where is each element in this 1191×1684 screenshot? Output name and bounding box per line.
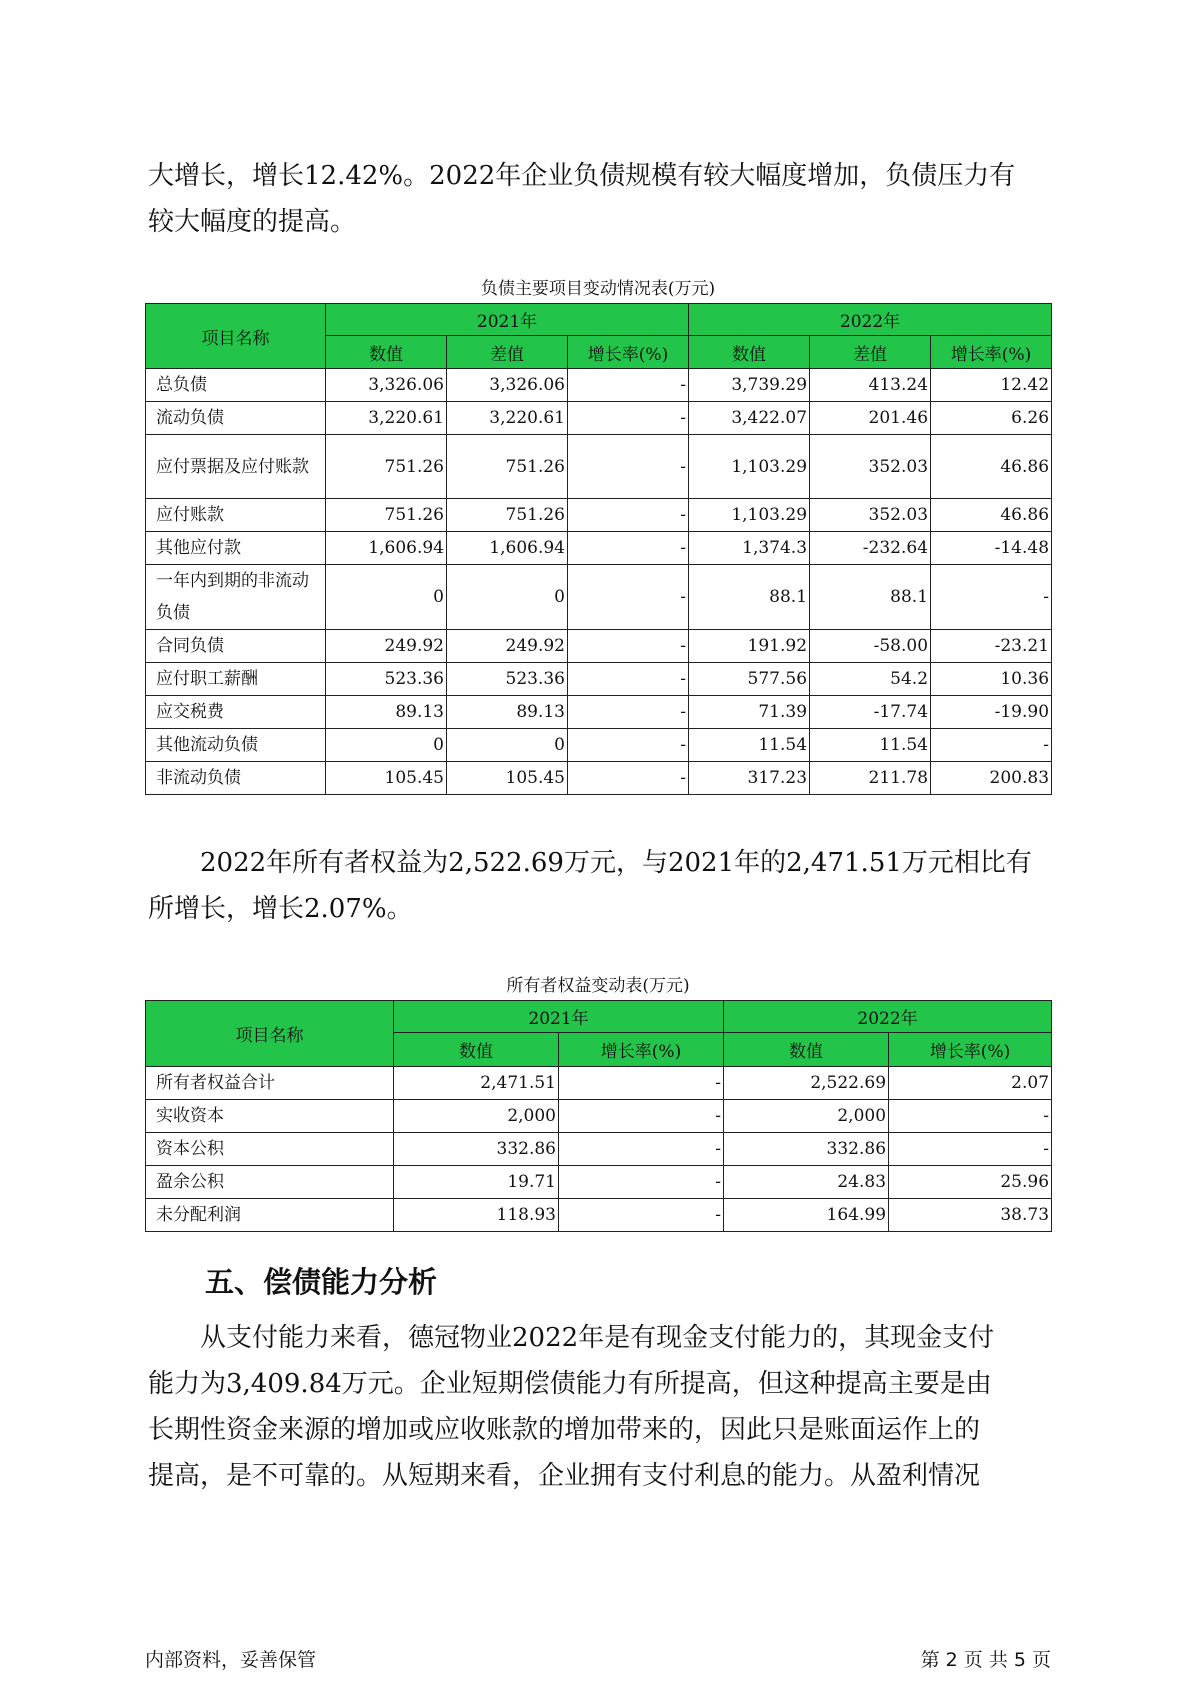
- equity-row: [146, 1166, 1052, 1199]
- liability-cell: 751.26: [447, 435, 568, 499]
- liability-row-name: 其他流动负债: [146, 729, 326, 762]
- liability-cell: -17.74: [810, 696, 931, 729]
- equity-table-body: [146, 1067, 1052, 1232]
- liability-cell: 54.2: [810, 663, 931, 696]
- liability-cell: 46.86: [931, 435, 1052, 499]
- equity-cell: 332.86: [724, 1133, 889, 1166]
- intro-paragraph: [148, 153, 1048, 245]
- liability-cell: 12.42: [931, 369, 1052, 402]
- section-heading: 五、偿债能力分析: [205, 1265, 438, 1299]
- liability-row-name: 一年内到期的非流动负债: [146, 565, 326, 630]
- liability-cell: 249.92: [447, 630, 568, 663]
- equity-name-header: 项目名称: [146, 1001, 394, 1067]
- liability-cell: 352.03: [810, 499, 931, 532]
- equity-2022-growth-header: 增长率(%): [889, 1033, 1052, 1067]
- liability-cell: -: [931, 565, 1052, 630]
- equity-row: [146, 1100, 1052, 1133]
- equity-year-2021-header: 2021年: [394, 1001, 724, 1033]
- liability-cell: -: [568, 499, 689, 532]
- liability-row-name: 应交税费: [146, 696, 326, 729]
- liability-2021-diff-header: 差值: [447, 336, 568, 369]
- liability-cell: 523.36: [447, 663, 568, 696]
- equity-cell: 2,000: [394, 1100, 559, 1133]
- analysis-line-1: 从支付能力来看，德冠物业2022年是有现金支付能力的，其现金支付: [200, 1323, 995, 1353]
- liability-row: [146, 663, 1052, 696]
- analysis-line-4: 提高，是不可靠的。从短期来看，企业拥有支付利息的能力。从盈利情况: [148, 1461, 981, 1491]
- footer-note: 内部资料，妥善保管: [145, 1649, 317, 1671]
- liability-cell: -: [931, 729, 1052, 762]
- liability-2021-value-header: 数值: [326, 336, 447, 369]
- equity-cell: -: [559, 1199, 724, 1232]
- liability-cell: -58.00: [810, 630, 931, 663]
- liability-2022-growth-header: 增长率(%): [931, 336, 1052, 369]
- liability-cell: 3,326.06: [447, 369, 568, 402]
- liability-row: [146, 630, 1052, 663]
- liability-row: [146, 696, 1052, 729]
- equity-2021-growth-header: 增长率(%): [559, 1033, 724, 1067]
- liability-cell: 3,326.06: [326, 369, 447, 402]
- equity-row-name: 资本公积: [146, 1133, 394, 1166]
- liability-cell: -19.90: [931, 696, 1052, 729]
- equity-table: [145, 1000, 1052, 1232]
- liability-row: [146, 402, 1052, 435]
- liability-cell: -23.21: [931, 630, 1052, 663]
- liability-cell: 201.46: [810, 402, 931, 435]
- liability-row: [146, 499, 1052, 532]
- liability-cell: 211.78: [810, 762, 931, 795]
- liability-cell: -: [568, 565, 689, 630]
- equity-cell: 2,522.69: [724, 1067, 889, 1100]
- liability-2022-diff-header: 差值: [810, 336, 931, 369]
- liability-cell: 751.26: [326, 435, 447, 499]
- liability-cell: -: [568, 369, 689, 402]
- liability-cell: 577.56: [689, 663, 810, 696]
- liability-row: [146, 729, 1052, 762]
- equity-2021-value-header: 数值: [394, 1033, 559, 1067]
- equity-cell: 25.96: [889, 1166, 1052, 1199]
- equity-cell: 164.99: [724, 1199, 889, 1232]
- equity-cell: 24.83: [724, 1166, 889, 1199]
- equity-cell: -: [889, 1133, 1052, 1166]
- liability-cell: 6.26: [931, 402, 1052, 435]
- equity-row-name: 盈余公积: [146, 1166, 394, 1199]
- liability-cell: -: [568, 402, 689, 435]
- liability-cell: -: [568, 435, 689, 499]
- liability-row-name: 其他应付款: [146, 532, 326, 565]
- equity-line-1: 2022年所有者权益为2,522.69万元，与2021年的2,471.51万元相比有: [200, 848, 1032, 878]
- liability-cell: 1,103.29: [689, 499, 810, 532]
- liability-cell: 249.92: [326, 630, 447, 663]
- liability-cell: 1,606.94: [326, 532, 447, 565]
- liability-cell: -: [568, 630, 689, 663]
- liability-cell: 3,220.61: [447, 402, 568, 435]
- equity-year-2022-header: 2022年: [724, 1001, 1052, 1033]
- liability-cell: 0: [326, 565, 447, 630]
- liability-table-body: [146, 369, 1052, 795]
- liability-cell: 88.1: [810, 565, 931, 630]
- liability-cell: 751.26: [326, 499, 447, 532]
- liability-row-name: 非流动负债: [146, 762, 326, 795]
- equity-cell: 2.07: [889, 1067, 1052, 1100]
- liability-cell: 1,103.29: [689, 435, 810, 499]
- liability-cell: -: [568, 762, 689, 795]
- liability-cell: 11.54: [689, 729, 810, 762]
- liability-cell: 1,374.3: [689, 532, 810, 565]
- liability-cell: -14.48: [931, 532, 1052, 565]
- liability-cell: 3,739.29: [689, 369, 810, 402]
- liability-row-name: 应付票据及应付账款: [146, 435, 326, 499]
- equity-paragraph: [148, 840, 1048, 932]
- liability-row: [146, 565, 1052, 630]
- liability-row: [146, 369, 1052, 402]
- liability-row-name: 总负债: [146, 369, 326, 402]
- equity-row-name: 实收资本: [146, 1100, 394, 1133]
- liability-row: [146, 532, 1052, 565]
- liability-cell: 352.03: [810, 435, 931, 499]
- liability-row: [146, 762, 1052, 795]
- equity-cell: 38.73: [889, 1199, 1052, 1232]
- liability-cell: 89.13: [447, 696, 568, 729]
- equity-cell: 2,000: [724, 1100, 889, 1133]
- liability-2021-growth-header: 增长率(%): [568, 336, 689, 369]
- intro-line-1: 大增长，增长12.42%。2022年企业负债规模有较大幅度增加，负债压力有: [148, 161, 1016, 191]
- equity-cell: 2,471.51: [394, 1067, 559, 1100]
- page-number: 第 2 页 共 5 页: [920, 1649, 1051, 1671]
- liability-cell: -: [568, 696, 689, 729]
- equity-cell: -: [889, 1100, 1052, 1133]
- analysis-paragraph: [148, 1315, 1048, 1499]
- liability-cell: 3,220.61: [326, 402, 447, 435]
- liability-cell: 3,422.07: [689, 402, 810, 435]
- liability-row-name: 合同负债: [146, 630, 326, 663]
- liability-row: [146, 435, 1052, 499]
- analysis-line-3: 长期性资金来源的增加或应收账款的增加带来的，因此只是账面运作上的: [148, 1415, 981, 1445]
- liability-cell: 523.36: [326, 663, 447, 696]
- equity-cell: 118.93: [394, 1199, 559, 1232]
- equity-row: [146, 1067, 1052, 1100]
- liability-cell: 105.45: [447, 762, 568, 795]
- liability-cell: 751.26: [447, 499, 568, 532]
- liability-cell: 0: [447, 565, 568, 630]
- liability-cell: -: [568, 663, 689, 696]
- liability-cell: 413.24: [810, 369, 931, 402]
- equity-2022-value-header: 数值: [724, 1033, 889, 1067]
- liability-cell: 0: [447, 729, 568, 762]
- equity-row-name: 未分配利润: [146, 1199, 394, 1232]
- equity-row: [146, 1133, 1052, 1166]
- liability-cell: -232.64: [810, 532, 931, 565]
- liability-row-name: 流动负债: [146, 402, 326, 435]
- analysis-line-2: 能力为3,409.84万元。企业短期偿债能力有所提高，但这种提高主要是由: [148, 1369, 992, 1399]
- liability-cell: 1,606.94: [447, 532, 568, 565]
- equity-cell: -: [559, 1166, 724, 1199]
- liability-cell: 105.45: [326, 762, 447, 795]
- liability-cell: 317.23: [689, 762, 810, 795]
- liability-table: [145, 303, 1052, 795]
- liability-table-caption: 负债主要项目变动情况表(万元): [480, 279, 716, 299]
- liability-cell: 71.39: [689, 696, 810, 729]
- equity-cell: 19.71: [394, 1166, 559, 1199]
- liability-cell: 10.36: [931, 663, 1052, 696]
- liability-cell: 88.1: [689, 565, 810, 630]
- liability-row-name: 应付职工薪酬: [146, 663, 326, 696]
- equity-table-caption: 所有者权益变动表(万元): [506, 976, 690, 996]
- liability-cell: 46.86: [931, 499, 1052, 532]
- liability-row-name: 应付账款: [146, 499, 326, 532]
- liability-cell: 89.13: [326, 696, 447, 729]
- equity-cell: -: [559, 1100, 724, 1133]
- equity-cell: -: [559, 1067, 724, 1100]
- liability-name-header: 项目名称: [146, 304, 326, 369]
- equity-line-2: 所增长，增长2.07%。: [148, 894, 413, 924]
- liability-cell: -: [568, 729, 689, 762]
- equity-cell: 332.86: [394, 1133, 559, 1166]
- liability-cell: 191.92: [689, 630, 810, 663]
- intro-line-2: 较大幅度的提高。: [148, 207, 357, 237]
- liability-year-2022-header: 2022年: [689, 304, 1052, 336]
- equity-row: [146, 1199, 1052, 1232]
- liability-cell: 0: [326, 729, 447, 762]
- liability-cell: 11.54: [810, 729, 931, 762]
- equity-cell: -: [559, 1133, 724, 1166]
- liability-cell: 200.83: [931, 762, 1052, 795]
- liability-year-2021-header: 2021年: [326, 304, 689, 336]
- liability-2022-value-header: 数值: [689, 336, 810, 369]
- liability-cell: -: [568, 532, 689, 565]
- equity-row-name: 所有者权益合计: [146, 1067, 394, 1100]
